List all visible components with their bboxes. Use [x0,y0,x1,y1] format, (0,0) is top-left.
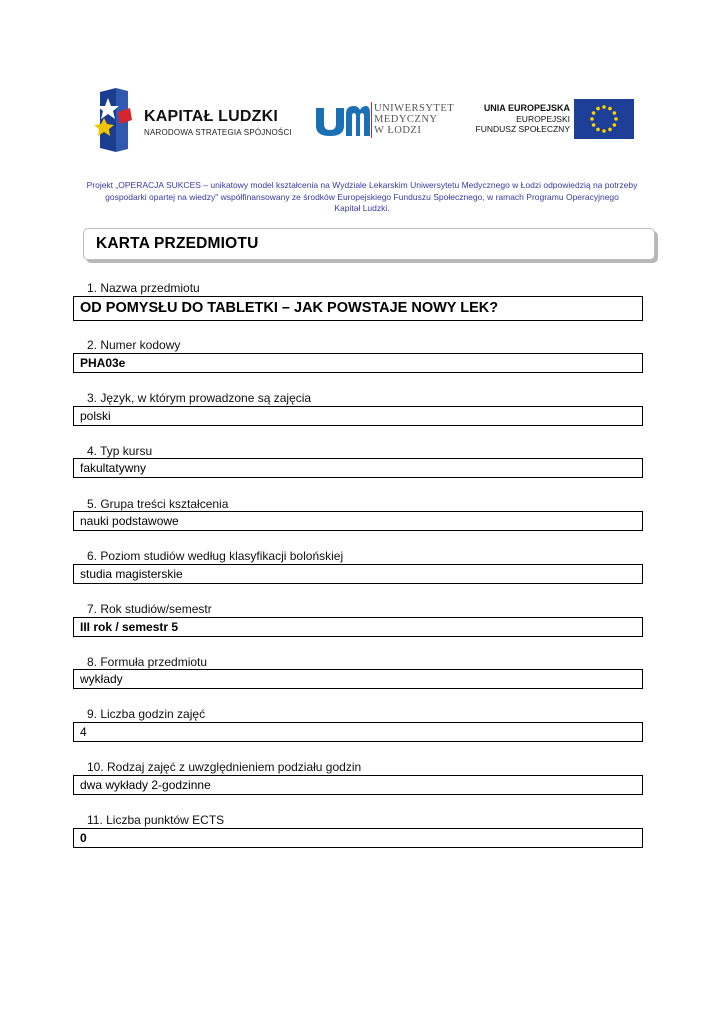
field-value-numer: PHA03e [80,356,126,370]
field-label-formula: 8. Formuła przedmiotu [87,655,208,669]
um-monogram-icon [314,102,370,138]
field-label-rodzaj: 10. Rodzaj zajęć z uwzględnieniem podziału godzin [87,760,362,774]
field-label-godziny: 9. Liczba godzin zajęć [87,707,206,721]
field-box-formula [73,669,643,689]
field-label-jezyk: 3. Język, w którym prowadzone są zajęcia [87,391,312,405]
field-label-typ: 4. Typ kursu [87,444,153,458]
field-value-rok: III rok / semestr 5 [80,620,179,634]
eu-logo [475,99,636,141]
field-box-jezyk [73,406,643,426]
field-box-poziom [73,564,643,584]
university-line-3: W ŁODZI [374,125,422,136]
kapital-ludzki-logo [94,88,292,152]
field-label-poziom: 6. Poziom studiów według klasyfikacji bolońskiej [87,549,344,563]
field-box-godziny [73,722,643,742]
university-line-2: MEDYCZNY [374,114,438,125]
field-box-rok [73,617,643,637]
kapital-ludzki-subtitle: NARODOWA STRATEGIA SPÓJNOŚCI [144,128,292,137]
field-value-godziny: 4 [80,725,87,739]
field-value-typ: fakultatywny [80,461,147,475]
field-value-grupa: nauki podstawowe [80,514,179,528]
field-value-rodzaj: dwa wykłady 2-godzinne [80,778,211,792]
project-note [80,180,644,215]
kapital-ludzki-emblem-icon [94,88,138,152]
document-title: KARTA PRZEDMIOTU [96,235,259,252]
field-box-nazwa [73,296,643,321]
eu-line-3: FUNDUSZ SPOŁECZNY [475,124,570,134]
field-box-grupa [73,511,643,531]
document-title-box [83,228,655,260]
field-box-ects [73,828,643,848]
field-box-typ [73,458,643,478]
project-note-line-2: gospodarki opartej na wiedzy" współfinansowany ze środków Europejskiego Funduszu Społecznego, w ramach Programu Operacyjnego [105,191,619,202]
eu-line-2: EUROPEJSKI [516,113,570,124]
field-value-nazwa: OD POMYSŁU DO TABLETKI – JAK POWSTAJE NOWY LEK? [80,300,499,316]
eu-line-1: UNIA EUROPEJSKA [483,103,570,113]
project-note-line-3: Kapitał Ludzki. [334,203,390,213]
university-logo [314,100,464,142]
field-label-ects: 11. Liczba punktów ECTS [87,813,225,827]
um-divider [371,102,372,138]
field-value-jezyk: polski [80,409,111,423]
kapital-ludzki-title: KAPITAŁ LUDZKI [144,108,279,125]
field-value-ects: 0 [80,831,87,845]
university-line-1: UNIWERSYTET [374,103,455,114]
field-value-formula: wykłady [80,672,123,686]
field-label-numer: 2. Numer kodowy [87,338,181,352]
field-box-rodzaj [73,775,643,795]
field-box-numer [73,353,643,373]
project-note-line-1: Projekt „OPERACJA SUKCES – unikatowy model kształcenia na Wydziale Lekarskim Uniwersytetu Medycznego w Łodzi odpowiedzią na potrzeby [86,180,638,190]
eu-text [476,103,570,135]
university-name [374,103,454,136]
eu-flag-icon [574,99,634,139]
field-label-rok: 7. Rok studiów/semestr [87,602,212,616]
field-value-poziom: studia magisterskie [80,567,183,581]
field-label-nazwa: 1. Nazwa przedmiotu [87,281,200,295]
field-label-grupa: 5. Grupa treści kształcenia [87,497,229,511]
